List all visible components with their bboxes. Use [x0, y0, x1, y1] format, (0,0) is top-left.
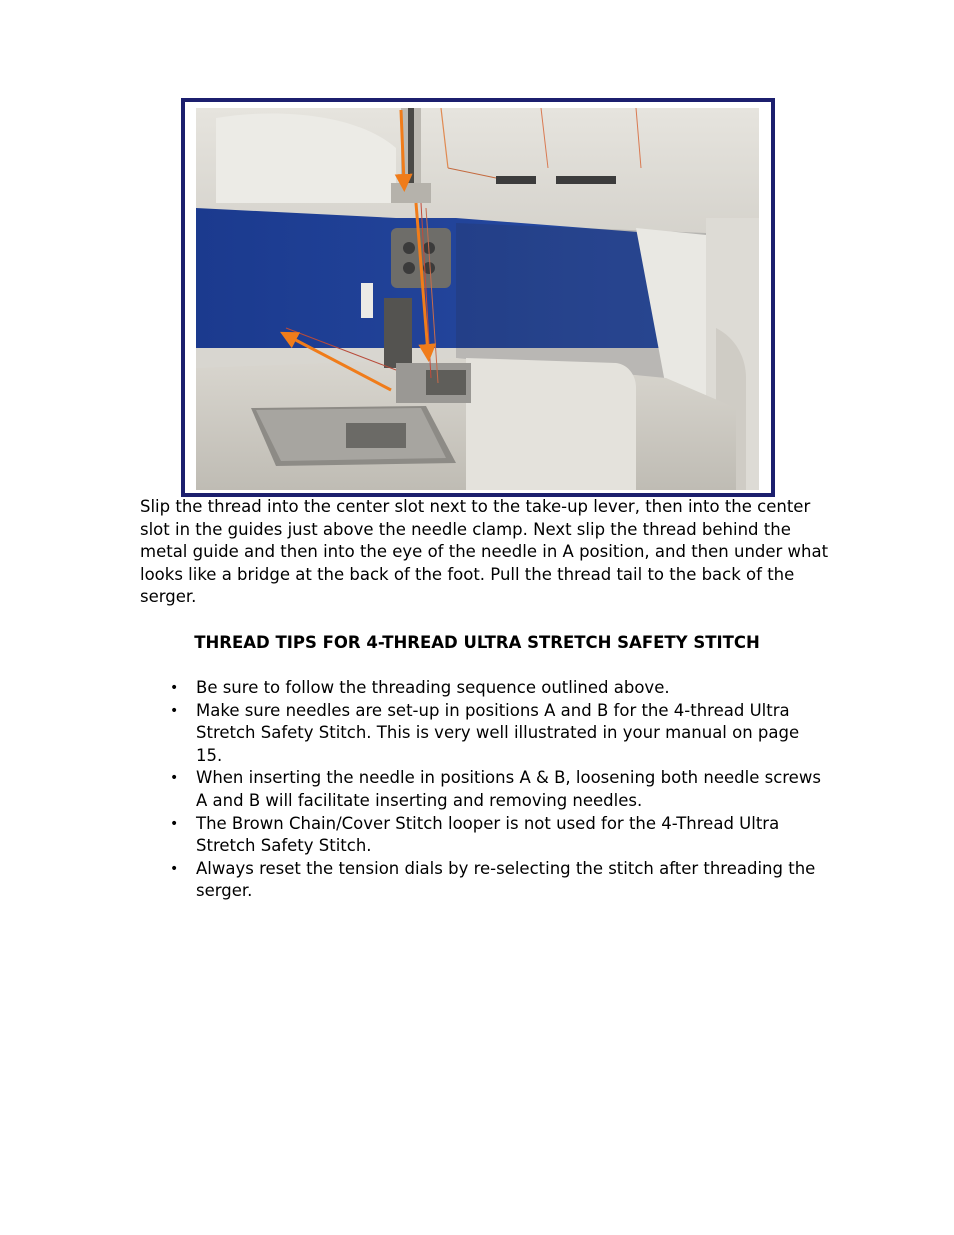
bullet-icon: •	[170, 815, 179, 832]
bullet-icon: •	[170, 860, 179, 877]
bullet-icon: •	[170, 680, 179, 696]
thread-tips-heading: THREAD TIPS FOR 4-THREAD ULTRA STRETCH SAFETY STITCH	[194, 633, 760, 652]
threading-photo-frame	[181, 98, 775, 497]
bullet-icon: •	[170, 770, 179, 787]
list-item	[140, 767, 830, 812]
list-item-text: Always reset the tension dials by re-selecting the stitch after threading the serger.	[196, 858, 816, 901]
list-item-text: When inserting the needle in positions A & B, loosening both needle screws A and B will facilitate inserting and removing needles.	[196, 768, 821, 810]
thread-tips-list	[140, 677, 830, 903]
serger-threading-photo	[196, 108, 759, 490]
list-item	[140, 858, 830, 903]
list-item-text: The Brown Chain/Cover Stitch looper is not used for the 4-Thread Ultra Stretch Safety Stitch.	[196, 813, 780, 856]
list-item-text: Be sure to follow the threading sequence outlined above.	[196, 678, 670, 697]
threading-instructions-paragraph: Slip the thread into the center slot next to the take-up lever, then into the center slot in the guides just above the needle clamp. Next slip the thread behind the metal guide and then into the eye of the needle in A position, and then under what looks like a bridge at the back of the foot. Pull the thread tail to the back of the serger.	[140, 497, 829, 607]
list-item-text: Make sure needles are set-up in positions A and B for the 4-thread Ultra Stretch Safety Stitch. This is very well illustrated in your manual on page 15.	[196, 700, 800, 765]
list-item	[140, 813, 830, 858]
list-item	[140, 677, 830, 700]
bullet-icon: •	[170, 702, 179, 719]
list-item	[140, 700, 830, 768]
